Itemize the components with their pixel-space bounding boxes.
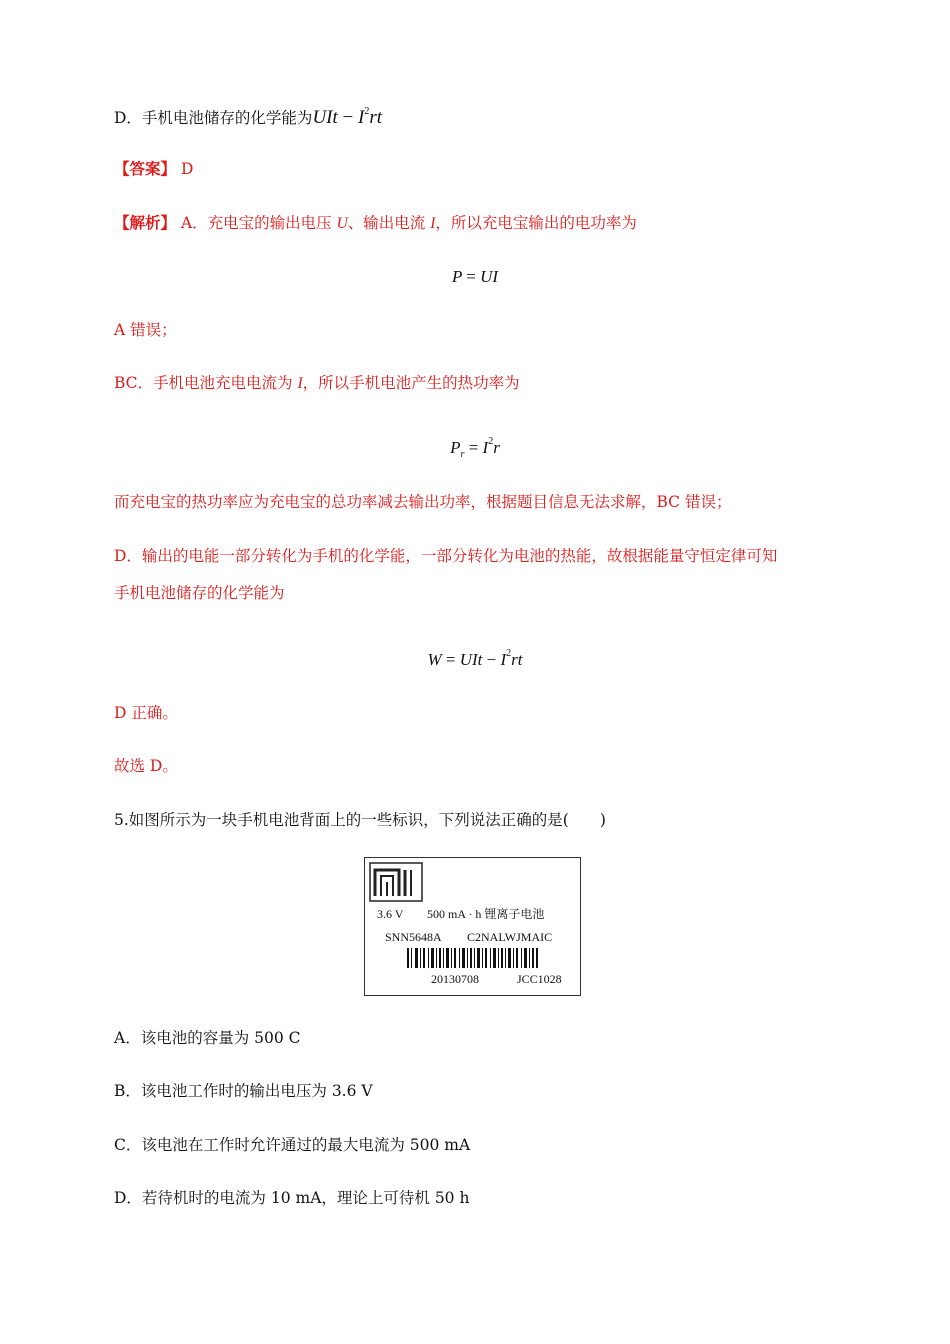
analysis-line-6: 手机电池储存的化学能为 (114, 584, 285, 602)
analysis-line-2: A 错误； (114, 321, 177, 339)
label-capacity: 500 mA · h 锂离子电池 (427, 907, 545, 921)
analysis-line-4: 而充电宝的热功率应为充电宝的总功率减去输出功率，根据题目信息无法求解，BC 错误； (114, 493, 732, 511)
analysis-line-8: 故选 D。 (114, 757, 178, 775)
barcode-icon (407, 948, 539, 968)
battery-label-figure (364, 857, 581, 996)
equation-chemical-energy: W = UIt − $I^2rt$ (427, 648, 523, 669)
option-b: B．该电池工作时的输出电压为 3.6 V (114, 1082, 373, 1100)
option-d-text: D．手机电池储存的化学能为 (114, 109, 313, 127)
analysis-line-3: BC．手机电池充电电流为 I，所以手机电池产生的热功率为 (114, 374, 520, 392)
equation-heat-power: $P_r = I^2r$ (450, 436, 500, 460)
option-d: D．若待机时的电流为 10 mA，理论上可待机 50 h (114, 1189, 470, 1207)
option-d-formula: UIt − $I^2rt$ (312, 106, 383, 128)
analysis-line-5: D．输出的电能一部分转化为手机的化学能，一部分转化为电池的热能，故根据能量守恒定律可知 (114, 547, 778, 565)
label-code-1: SNN5648A (385, 930, 442, 944)
mi-logo-icon (369, 862, 423, 902)
option-d-previous (114, 101, 382, 129)
label-voltage: 3.6 V (377, 907, 404, 921)
analysis-line-7: D 正确。 (114, 704, 178, 722)
label-date: 20130708 (431, 972, 479, 986)
label-code-3: JCC1028 (517, 972, 562, 986)
analysis-line-1: 【解析】 A．充电宝的输出电压 U、输出电流 I，所以充电宝输出的电功率为 (114, 213, 637, 232)
option-c: C．该电池在工作时允许通过的最大电流为 500 mA (114, 1136, 471, 1154)
analysis-tag: 【解析】 (114, 213, 177, 232)
answer-value: D (180, 160, 194, 178)
question-5-stem: 5.如图所示为一块手机电池背面上的一些标识，下列说法正确的是( ) (114, 811, 606, 829)
answer-line (114, 158, 193, 180)
equation-power-output: P = UI (451, 267, 499, 286)
option-a: A．该电池的容量为 500 C (114, 1029, 301, 1047)
label-code-2: C2NALWJMAIC (467, 930, 553, 944)
answer-tag: 【答案】 (114, 159, 177, 178)
